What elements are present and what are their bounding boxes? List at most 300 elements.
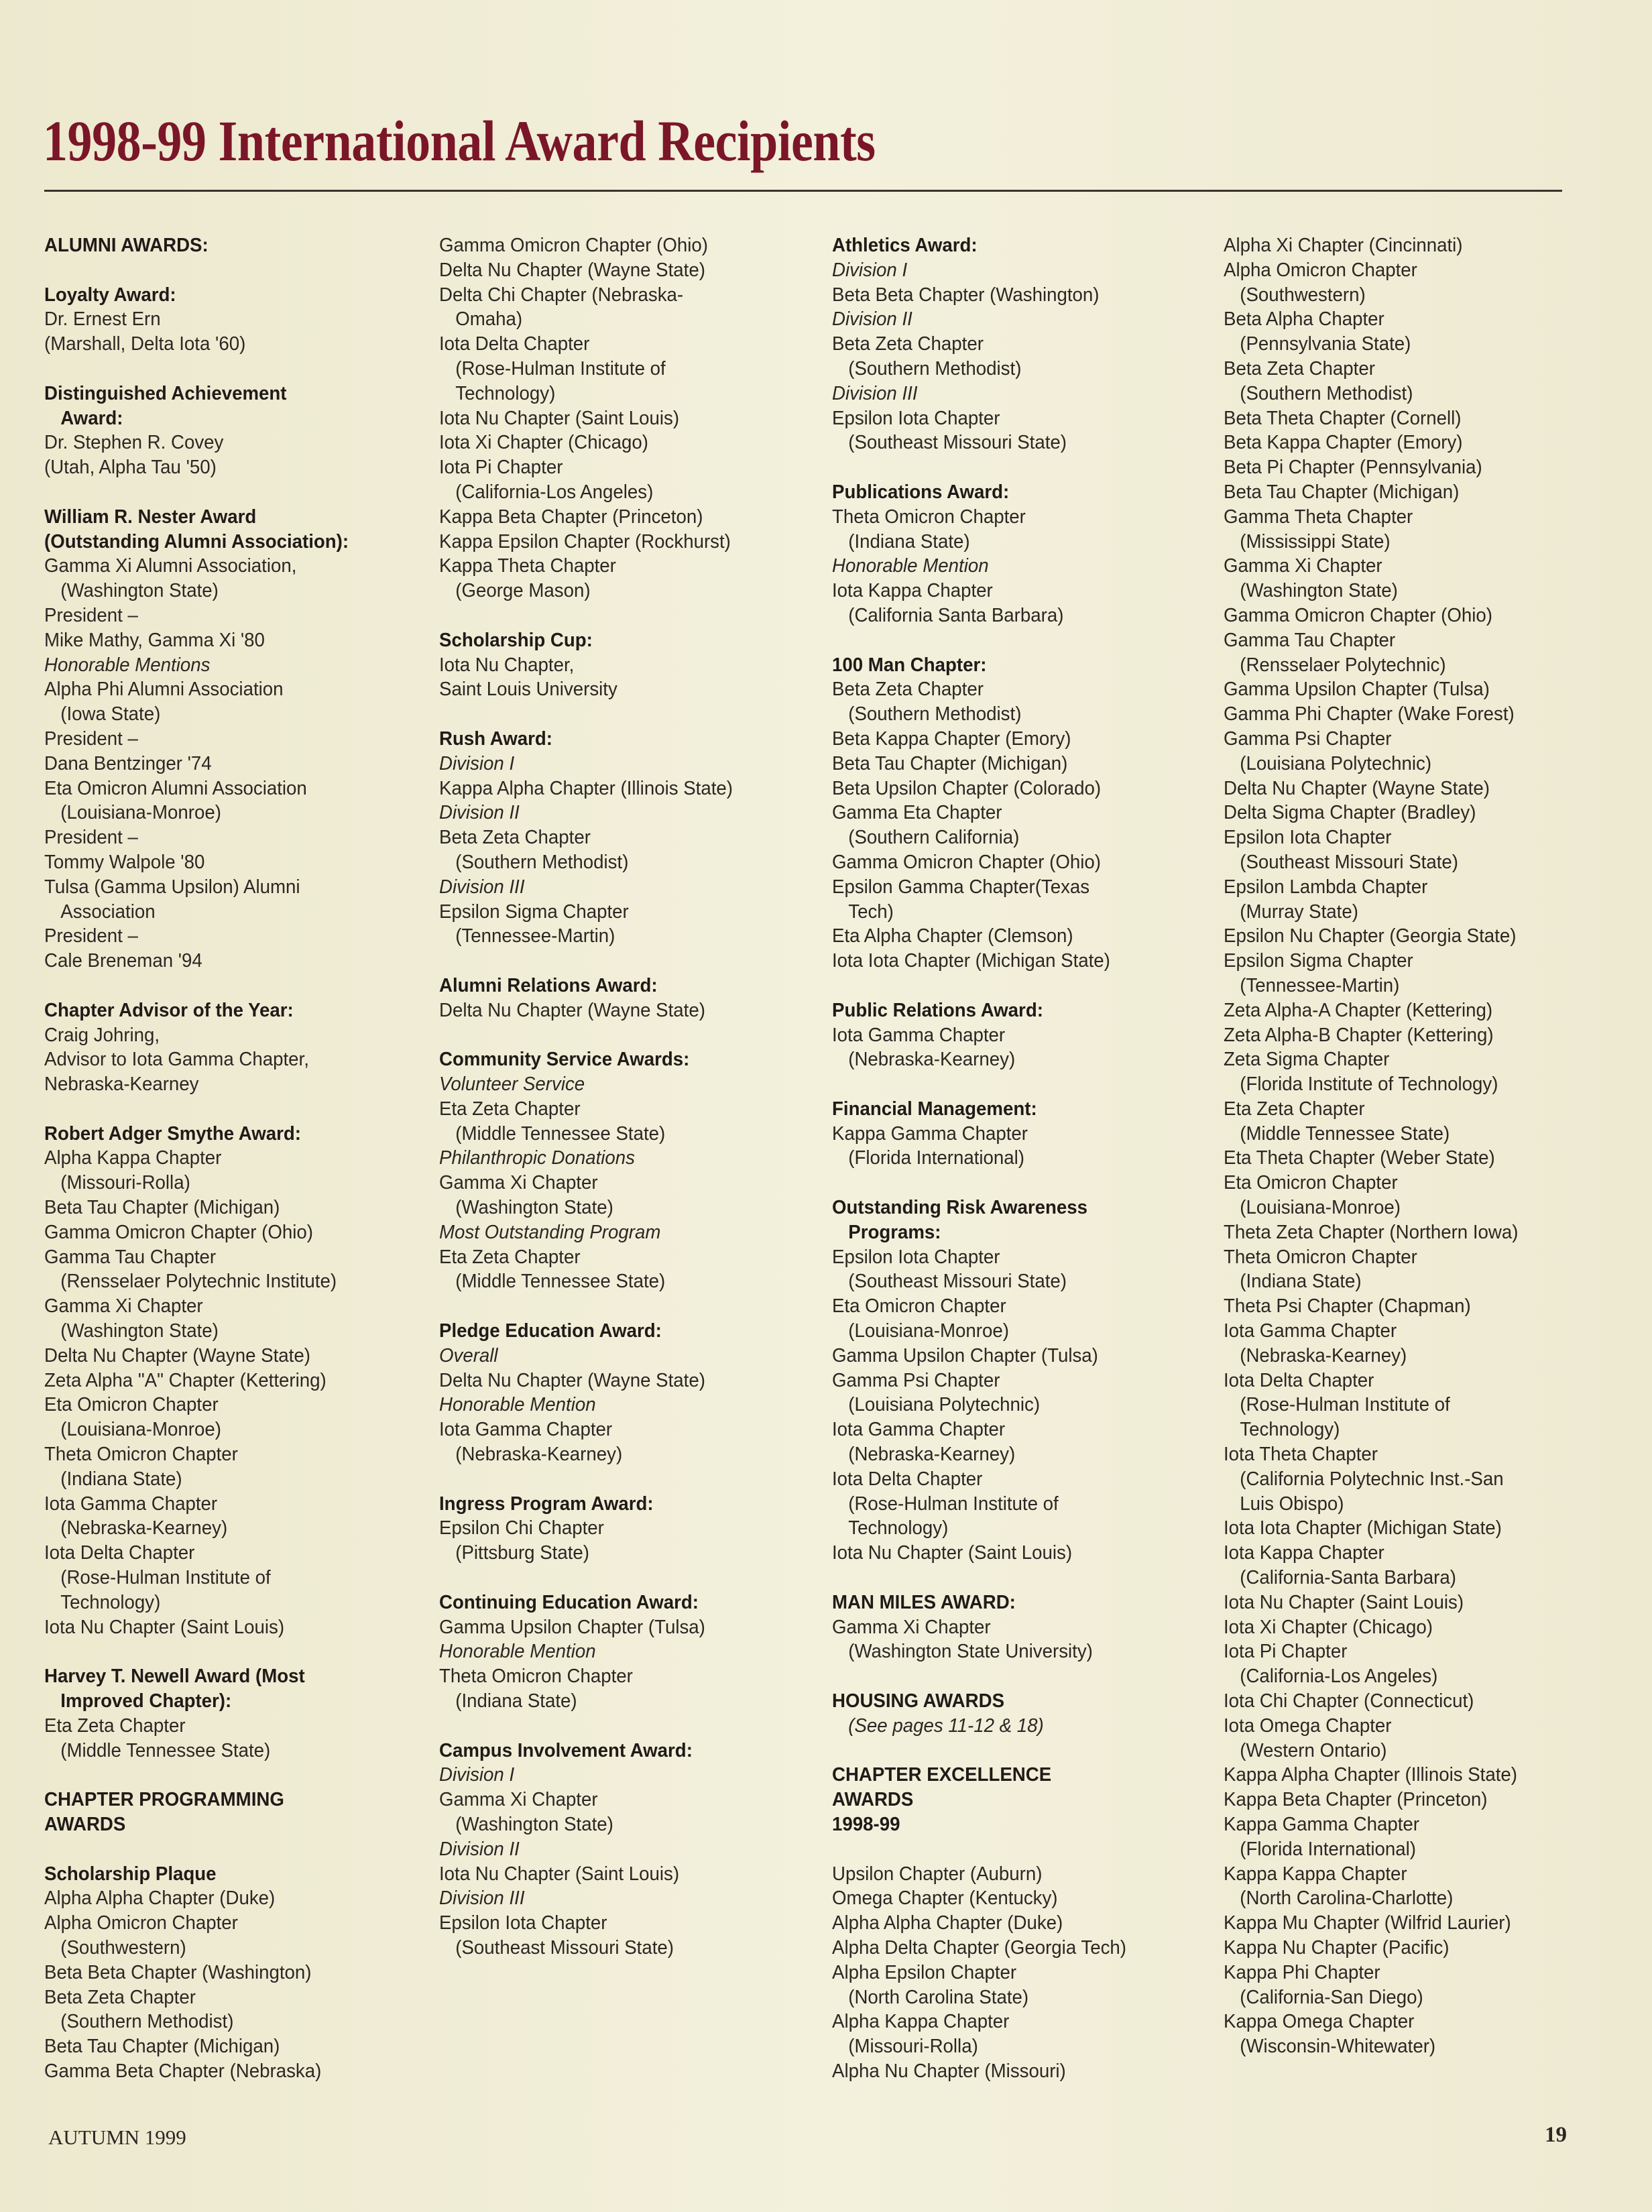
list-item: Epsilon Nu Chapter (Georgia State) (1224, 925, 1517, 947)
list-item-continuation: (Rensselaer Polytechnic) (1240, 654, 1446, 676)
list-item: Beta Beta Chapter (Washington) (44, 1961, 312, 1983)
list-item-continuation: (Western Ontario) (1240, 1739, 1387, 1761)
list-item: Delta Nu Chapter (Wayne State) (1224, 777, 1490, 799)
list-item: Delta Nu Chapter (Wayne State) (439, 259, 705, 281)
list-item: Kappa Gamma Chapter (832, 1122, 1028, 1145)
list-item: Epsilon Chi Chapter (439, 1517, 604, 1539)
list-item: Gamma Upsilon Chapter (Tulsa) (439, 1616, 705, 1638)
list-item: Mike Mathy, Gamma Xi '80 (44, 629, 265, 651)
list-item-continuation: Tech) (848, 900, 894, 923)
list-item-continuation: (Southern Methodist) (455, 851, 629, 873)
list-item: Epsilon Sigma Chapter (1224, 950, 1413, 972)
list-item: Beta Tau Chapter (Michigan) (44, 1197, 280, 1219)
list-item: Alpha Epsilon Chapter (832, 1961, 1017, 1983)
list-item-continuation: (George Mason) (455, 580, 591, 602)
list-item: Theta Omicron Chapter (439, 1666, 633, 1688)
list-item-continuation: (Indiana State) (60, 1468, 182, 1490)
section-heading: Distinguished Achievement (44, 382, 287, 404)
list-item: Iota Iota Chapter (Michigan State) (832, 950, 1110, 972)
spacer (44, 1097, 415, 1122)
list-item: Saint Louis University (439, 679, 617, 701)
section-heading: (Outstanding Alumni Association): (44, 530, 349, 552)
list-item-continuation: (Nebraska-Kearney) (60, 1517, 228, 1539)
list-item: Epsilon Iota Chapter (832, 1246, 1000, 1268)
list-item: Kappa Theta Chapter (439, 555, 616, 577)
spacer (44, 1837, 415, 1862)
list-item-continuation: (Pittsburg State) (455, 1542, 589, 1564)
subheading: Division II (832, 308, 912, 331)
list-item: Zeta Alpha-A Chapter (Kettering) (1224, 999, 1493, 1021)
list-item: Zeta Sigma Chapter (1224, 1049, 1390, 1071)
list-item: Nebraska-Kearney (44, 1073, 199, 1096)
subheading: Philanthropic Donations (439, 1147, 636, 1169)
list-item: Kappa Beta Chapter (Princeton) (1224, 1789, 1488, 1811)
list-item: Delta Nu Chapter (Wayne State) (439, 1369, 705, 1391)
list-item: Beta Zeta Chapter (44, 1986, 196, 2008)
list-item: Kappa Mu Chapter (Wilfrid Laurier) (1224, 1912, 1511, 1934)
list-item-continuation: (California-Santa Barbara) (1240, 1567, 1456, 1589)
subheading: Division I (439, 1764, 515, 1786)
list-item-continuation: (Washington State) (1240, 580, 1398, 602)
section-heading: 1998-99 (832, 1814, 900, 1835)
list-item: President – (44, 827, 138, 849)
list-item-continuation: Technology) (1240, 1419, 1340, 1441)
subheading: Volunteer Service (439, 1073, 585, 1096)
list-item: Eta Omicron Chapter (832, 1295, 1006, 1318)
section-heading: Award: (60, 407, 123, 429)
list-item: Kappa Phi Chapter (1224, 1961, 1380, 1983)
list-item: Gamma Eta Chapter (832, 802, 1002, 824)
spacer (832, 974, 1203, 998)
spacer (832, 1664, 1203, 1689)
section-heading: Harvey T. Newell Award (Most (44, 1666, 305, 1688)
list-item-continuation: (Rose-Hulman Institute of (60, 1567, 271, 1589)
list-item: Alpha Omicron Chapter (44, 1912, 238, 1934)
column-4 (1224, 233, 1606, 2059)
list-item: Iota Nu Chapter (Saint Louis) (44, 1616, 285, 1638)
list-item-continuation: (Southwestern) (1240, 284, 1366, 306)
list-item-continuation: (Florida Institute of Technology) (1240, 1073, 1498, 1096)
subheading: Honorable Mention (439, 1394, 596, 1416)
section-heading: Pledge Education Award: (439, 1320, 662, 1342)
list-item-continuation: (Southeast Missouri State) (848, 1271, 1067, 1293)
list-item-continuation: (Florida International) (1240, 1838, 1417, 1860)
section-heading: CHAPTER EXCELLENCE (832, 1764, 1052, 1786)
section-heading: Alumni Relations Award: (439, 974, 658, 996)
section-heading: CHAPTER PROGRAMMING (44, 1789, 284, 1811)
subheading: Division II (439, 802, 520, 824)
list-item: Kappa Gamma Chapter (1224, 1814, 1419, 1835)
list-item: Gamma Upsilon Chapter (Tulsa) (1224, 679, 1490, 701)
list-item: Epsilon Iota Chapter (832, 407, 1000, 429)
list-item: Eta Omicron Chapter (1224, 1172, 1398, 1194)
list-item: Cale Breneman '94 (44, 950, 202, 972)
spacer (44, 974, 415, 998)
list-item-continuation: (Wisconsin-Whitewater) (1240, 2036, 1436, 2058)
list-item: Theta Omicron Chapter (44, 1444, 238, 1466)
list-item: Gamma Tau Chapter (44, 1246, 217, 1268)
list-item-continuation: (Washington State) (455, 1814, 613, 1835)
list-item: Iota Delta Chapter (439, 333, 590, 355)
list-item: Dr. Stephen R. Covey (44, 432, 224, 454)
list-item: Tulsa (Gamma Upsilon) Alumni (44, 876, 300, 898)
spacer (832, 1171, 1203, 1196)
spacer (439, 1714, 810, 1739)
list-item: Eta Omicron Alumni Association (44, 777, 307, 799)
section-heading: Scholarship Cup: (439, 629, 593, 651)
list-item: Delta Chi Chapter (Nebraska- (439, 284, 684, 306)
section-heading: Chapter Advisor of the Year: (44, 999, 294, 1021)
subheading: Honorable Mention (832, 555, 989, 577)
section-heading: Public Relations Award: (832, 999, 1043, 1021)
list-item-continuation: (Washington State University) (848, 1641, 1093, 1663)
spacer (439, 1023, 810, 1048)
list-item: Iota Gamma Chapter (44, 1493, 218, 1515)
list-item: Alpha Alpha Chapter (Duke) (832, 1912, 1063, 1934)
list-item-continuation: (Southern California) (848, 827, 1020, 849)
issue-label: AUTUMN 1999 (48, 2126, 186, 2149)
spacer (44, 1763, 415, 1788)
list-item: Beta Kappa Chapter (Emory) (832, 727, 1071, 750)
list-item: Gamma Xi Alumni Association, (44, 555, 297, 577)
list-item: Kappa Alpha Chapter (Illinois State) (439, 777, 733, 799)
list-item: Beta Tau Chapter (Michigan) (1224, 481, 1460, 503)
list-item: Iota Delta Chapter (1224, 1369, 1374, 1391)
list-item-continuation: (Southeast Missouri State) (848, 432, 1067, 454)
list-item: Beta Pi Chapter (Pennsylvania) (1224, 457, 1482, 479)
spacer (44, 480, 415, 505)
list-item-continuation: (Nebraska-Kearney) (1240, 1344, 1407, 1366)
list-item: Kappa Nu Chapter (Pacific) (1224, 1936, 1450, 1959)
list-item: Iota Gamma Chapter (832, 1419, 1006, 1441)
list-item: Beta Zeta Chapter (832, 679, 984, 701)
column-1 (44, 233, 426, 2084)
list-item: President – (44, 604, 138, 626)
spacer (44, 357, 415, 382)
list-item: President – (44, 925, 138, 947)
list-item: Eta Zeta Chapter (44, 1714, 186, 1737)
section-heading: Athletics Award: (832, 235, 978, 256)
section-heading: Scholarship Plaque (44, 1863, 217, 1885)
section-heading: AWARDS (44, 1814, 126, 1835)
list-item: Iota Theta Chapter (1224, 1444, 1378, 1466)
list-item: Kappa Epsilon Chapter (Rockhurst) (439, 530, 731, 552)
subheading: Division III (832, 382, 918, 404)
list-item: Gamma Omicron Chapter (Ohio) (832, 851, 1101, 873)
section-heading: Publications Award: (832, 481, 1010, 503)
list-item-continuation: (Middle Tennessee State) (60, 1739, 271, 1761)
subheading: Honorable Mention (439, 1641, 596, 1663)
section-heading: Outstanding Risk Awareness (832, 1197, 1087, 1219)
list-item-continuation: (Missouri-Rolla) (60, 1172, 190, 1194)
list-item-continuation: (Rose-Hulman Institute of (848, 1493, 1059, 1515)
list-item: Iota Delta Chapter (44, 1542, 195, 1564)
subheading: Division III (439, 1887, 525, 1910)
list-item: Epsilon Iota Chapter (439, 1912, 607, 1934)
list-item: Theta Omicron Chapter (832, 506, 1026, 528)
spacer (832, 1072, 1203, 1097)
list-item-continuation: (Iowa State) (60, 703, 161, 725)
list-item: Tommy Walpole '80 (44, 851, 205, 873)
list-item: Iota Pi Chapter (1224, 1641, 1348, 1663)
list-item: Iota Nu Chapter (Saint Louis) (1224, 1591, 1464, 1613)
subheading: Division I (832, 259, 908, 281)
list-item: Gamma Omicron Chapter (Ohio) (439, 235, 708, 256)
list-item: Theta Omicron Chapter (1224, 1246, 1417, 1268)
section-heading: Campus Involvement Award: (439, 1739, 693, 1761)
section-heading: Rush Award: (439, 727, 552, 750)
list-item-continuation: (California Santa Barbara) (848, 604, 1064, 626)
list-item: Beta Alpha Chapter (1224, 308, 1384, 331)
list-item-continuation: (Washington State) (60, 1320, 219, 1342)
list-item: Delta Sigma Chapter (Bradley) (1224, 802, 1476, 824)
spacer (832, 1566, 1203, 1590)
list-item-continuation: (Middle Tennessee State) (1240, 1122, 1450, 1145)
list-item: Kappa Beta Chapter (Princeton) (439, 506, 703, 528)
list-item-continuation: Technology) (848, 1517, 949, 1539)
list-item-continuation: Omaha) (455, 308, 523, 331)
list-item-continuation: (Tennessee-Martin) (455, 925, 615, 947)
list-item: Iota Iota Chapter (Michigan State) (1224, 1517, 1502, 1539)
list-item: Kappa Kappa Chapter (1224, 1863, 1407, 1885)
list-item: Iota Nu Chapter (Saint Louis) (832, 1542, 1073, 1564)
spacer (439, 603, 810, 628)
section-heading: AWARDS (832, 1789, 914, 1811)
list-item: Gamma Phi Chapter (Wake Forest) (1224, 703, 1515, 725)
list-item: Gamma Psi Chapter (832, 1369, 1000, 1391)
list-item-continuation: (Pennsylvania State) (1240, 333, 1411, 355)
list-item: Delta Nu Chapter (Wayne State) (44, 1344, 310, 1366)
list-item: Gamma Omicron Chapter (Ohio) (1224, 604, 1492, 626)
list-item: Eta Zeta Chapter (1224, 1098, 1365, 1120)
list-item: Iota Kappa Chapter (832, 580, 993, 602)
list-item-continuation: (Louisiana-Monroe) (848, 1320, 1009, 1342)
list-item: Gamma Xi Chapter (439, 1789, 598, 1811)
list-item-continuation: (Indiana State) (1240, 1271, 1362, 1293)
list-item-continuation: (Rose-Hulman Institute of (1240, 1394, 1450, 1416)
list-item: Dr. Ernest Ern (44, 308, 161, 331)
list-item: Zeta Alpha "A" Chapter (Kettering) (44, 1369, 327, 1391)
spacer (832, 1739, 1203, 1763)
spacer (439, 1566, 810, 1590)
list-item-continuation: Technology) (455, 382, 556, 404)
spacer (439, 702, 810, 727)
list-item-continuation: (Southern Methodist) (60, 2011, 234, 2033)
list-item-continuation: (Rensselaer Polytechnic Institute) (60, 1271, 337, 1293)
list-item: Beta Upsilon Chapter (Colorado) (832, 777, 1102, 799)
list-item: Iota Xi Chapter (Chicago) (439, 432, 648, 454)
list-item-continuation: (North Carolina State) (848, 1986, 1029, 2008)
list-item: Epsilon Iota Chapter (1224, 827, 1392, 849)
section-heading: Financial Management: (832, 1098, 1037, 1120)
subheading: Honorable Mentions (44, 654, 211, 676)
spacer (44, 258, 415, 283)
list-item-continuation: (Louisiana Polytechnic) (1240, 752, 1432, 774)
list-item-continuation: Technology) (60, 1591, 161, 1613)
list-item: Craig Johring, (44, 1024, 160, 1046)
list-item: Epsilon Sigma Chapter (439, 900, 629, 923)
section-heading: Improved Chapter): (60, 1690, 232, 1712)
list-item-continuation: (Murray State) (1240, 900, 1358, 923)
list-item-continuation: (Tennessee-Martin) (1240, 974, 1400, 996)
spacer (439, 1294, 810, 1319)
list-item-continuation: (Washington State) (60, 580, 219, 602)
list-item: (Utah, Alpha Tau '50) (44, 457, 217, 479)
list-item-continuation: (California-Los Angeles) (455, 481, 654, 503)
list-item: Epsilon Lambda Chapter (1224, 876, 1428, 898)
list-item: Theta Psi Chapter (Chapman) (1224, 1295, 1471, 1318)
section-heading: Loyalty Award: (44, 284, 176, 306)
list-item: Advisor to Iota Gamma Chapter, (44, 1049, 309, 1071)
list-item: Gamma Beta Chapter (Nebraska) (44, 2060, 322, 2082)
list-item: Gamma Upsilon Chapter (Tulsa) (832, 1344, 1098, 1366)
list-item-continuation: (Indiana State) (848, 530, 970, 552)
spacer (832, 1837, 1203, 1862)
list-item: Beta Tau Chapter (Michigan) (44, 2036, 280, 2058)
list-item: Alpha Xi Chapter (Cincinnati) (1224, 235, 1463, 256)
list-item-continuation: (Indiana State) (455, 1690, 577, 1712)
list-item: Iota Delta Chapter (832, 1468, 983, 1490)
list-item-continuation: Association (60, 900, 156, 923)
list-item: Gamma Omicron Chapter (Ohio) (44, 1221, 313, 1243)
list-item: Iota Chi Chapter (Connecticut) (1224, 1690, 1474, 1712)
column-2 (439, 233, 821, 1961)
list-item: Theta Zeta Chapter (Northern Iowa) (1224, 1221, 1519, 1243)
spacer (439, 1467, 810, 1492)
list-item-continuation: (Louisiana-Monroe) (1240, 1197, 1401, 1219)
list-item: Iota Gamma Chapter (832, 1024, 1006, 1046)
list-item-continuation: (California-Los Angeles) (1240, 1666, 1438, 1688)
list-item: Gamma Xi Chapter (439, 1172, 598, 1194)
section-heading: ALUMNI AWARDS: (44, 235, 209, 256)
list-item: Beta Zeta Chapter (439, 827, 591, 849)
list-item: Alpha Delta Chapter (Georgia Tech) (832, 1936, 1126, 1959)
list-item: Iota Omega Chapter (1224, 1714, 1392, 1737)
list-item: Delta Nu Chapter (Wayne State) (439, 999, 705, 1021)
section-heading: Ingress Program Award: (439, 1493, 654, 1515)
list-item-continuation: (Southern Methodist) (1240, 382, 1413, 404)
page-number: 19 (1545, 2123, 1567, 2147)
list-item-continuation: (Middle Tennessee State) (455, 1122, 666, 1145)
list-item-continuation: (Missouri-Rolla) (848, 2036, 978, 2058)
section-heading: Community Service Awards: (439, 1049, 690, 1071)
list-item: Iota Nu Chapter, (439, 654, 575, 676)
column-3 (832, 233, 1214, 2084)
list-item: Eta Omicron Chapter (44, 1394, 219, 1416)
list-item-continuation: (Mississippi State) (1240, 530, 1391, 552)
list-item-continuation: Luis Obispo) (1240, 1493, 1344, 1515)
list-item: Upsilon Chapter (Auburn) (832, 1863, 1043, 1885)
list-item: Omega Chapter (Kentucky) (832, 1887, 1058, 1910)
list-item: Kappa Alpha Chapter (Illinois State) (1224, 1764, 1517, 1786)
list-item: Iota Pi Chapter (439, 457, 563, 479)
list-item: Alpha Phi Alumni Association (44, 679, 284, 701)
list-item: Kappa Omega Chapter (1224, 2011, 1415, 2033)
list-item: (Marshall, Delta Iota '60) (44, 333, 246, 355)
spacer (832, 455, 1203, 480)
subheading: Division II (439, 1838, 520, 1860)
list-item: Dana Bentzinger '74 (44, 752, 212, 774)
list-item: Epsilon Gamma Chapter(Texas (832, 876, 1090, 898)
list-item: Iota Kappa Chapter (1224, 1542, 1384, 1564)
list-item: Iota Nu Chapter (Saint Louis) (439, 407, 680, 429)
subheading: Overall (439, 1344, 498, 1366)
list-item: Alpha Omicron Chapter (1224, 259, 1417, 281)
list-item: Alpha Kappa Chapter (832, 2011, 1010, 2033)
list-item-continuation: (North Carolina-Charlotte) (1240, 1887, 1454, 1910)
list-item-continuation: (Nebraska-Kearney) (848, 1049, 1016, 1071)
list-item: Beta Theta Chapter (Cornell) (1224, 407, 1462, 429)
list-item-continuation: (California-San Diego) (1240, 1986, 1423, 2008)
list-item-continuation: (Southern Methodist) (848, 357, 1022, 380)
list-item: Gamma Xi Chapter (832, 1616, 991, 1638)
list-item-continuation: (Washington State) (455, 1197, 613, 1219)
spacer (439, 949, 810, 974)
section-heading: Continuing Education Award: (439, 1591, 699, 1613)
list-item: Beta Zeta Chapter (1224, 357, 1375, 380)
list-item: Gamma Theta Chapter (1224, 506, 1413, 528)
list-item: Alpha Kappa Chapter (44, 1147, 222, 1169)
section-heading: MAN MILES AWARD: (832, 1591, 1016, 1613)
list-item-continuation: (Southeast Missouri State) (455, 1936, 674, 1959)
list-item: Beta Zeta Chapter (832, 333, 984, 355)
list-item-continuation: (Louisiana Polytechnic) (848, 1394, 1041, 1416)
list-item: Beta Beta Chapter (Washington) (832, 284, 1100, 306)
section-heading: William R. Nester Award (44, 506, 257, 528)
list-item-continuation: (Southeast Missouri State) (1240, 851, 1458, 873)
list-item: Gamma Xi Chapter (44, 1295, 203, 1318)
list-item-continuation: (Southern Methodist) (848, 703, 1022, 725)
list-item: Gamma Psi Chapter (1224, 727, 1392, 750)
list-item-continuation: (California Polytechnic Inst.-San (1240, 1468, 1504, 1490)
list-item-continuation: (Southwestern) (60, 1936, 186, 1959)
note: (See pages 11-12 & 18) (848, 1714, 1044, 1737)
section-heading: Programs: (848, 1221, 941, 1243)
list-item: Iota Gamma Chapter (439, 1419, 613, 1441)
list-item: Beta Tau Chapter (Michigan) (832, 752, 1068, 774)
list-item: Eta Theta Chapter (Weber State) (1224, 1147, 1495, 1169)
subheading: Division I (439, 752, 515, 774)
list-item-continuation: (Nebraska-Kearney) (848, 1444, 1016, 1466)
list-item: Gamma Tau Chapter (1224, 629, 1396, 651)
spacer (44, 1639, 415, 1664)
list-item: Iota Gamma Chapter (1224, 1320, 1397, 1342)
list-item-continuation: (Nebraska-Kearney) (455, 1444, 623, 1466)
page-title: 1998-99 International Award Recipients (43, 109, 876, 173)
subheading: Most Outstanding Program (439, 1221, 661, 1243)
list-item: Eta Zeta Chapter (439, 1098, 581, 1120)
list-item: Gamma Xi Chapter (1224, 555, 1382, 577)
list-item: Iota Nu Chapter (Saint Louis) (439, 1863, 680, 1885)
list-item: Beta Kappa Chapter (Emory) (1224, 432, 1463, 454)
list-item: Iota Xi Chapter (Chicago) (1224, 1616, 1433, 1638)
spacer (832, 628, 1203, 653)
title-divider (44, 190, 1562, 192)
section-heading: 100 Man Chapter: (832, 654, 987, 676)
list-item: Alpha Nu Chapter (Missouri) (832, 2060, 1066, 2082)
list-item-continuation: (Florida International) (848, 1147, 1025, 1169)
list-item: Zeta Alpha-B Chapter (Kettering) (1224, 1024, 1494, 1046)
list-item-continuation: (Rose-Hulman Institute of (455, 357, 666, 380)
section-heading: Robert Adger Smythe Award: (44, 1122, 301, 1145)
list-item-continuation: (Louisiana-Monroe) (60, 1419, 221, 1441)
list-item: Alpha Alpha Chapter (Duke) (44, 1887, 276, 1910)
list-item: Eta Alpha Chapter (Clemson) (832, 925, 1073, 947)
section-heading: HOUSING AWARDS (832, 1690, 1005, 1712)
list-item: President – (44, 727, 138, 750)
list-item-continuation: (Middle Tennessee State) (455, 1271, 666, 1293)
subheading: Division III (439, 876, 525, 898)
